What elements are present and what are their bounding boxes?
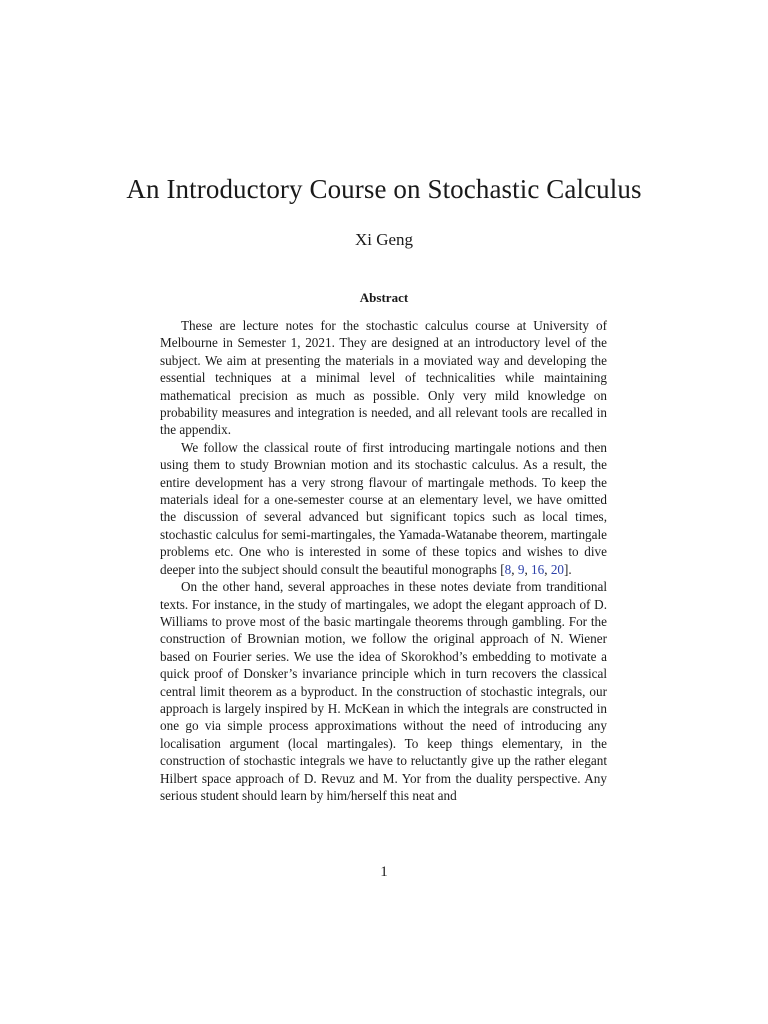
citation-close-bracket: ] bbox=[564, 561, 569, 577]
abstract-body bbox=[160, 317, 607, 804]
document-title: An Introductory Course on Stochastic Calculus bbox=[126, 174, 642, 204]
abstract-heading: Abstract bbox=[359, 290, 409, 305]
citation-open-bracket: [ bbox=[500, 561, 505, 577]
page-number: 1 bbox=[380, 864, 388, 880]
abstract-paragraph-3: On the other hand, several approaches in these notes deviate from tranditional texts. For instance, in the study of martingales, we adopt the elegant approach of D. Williams to prove most of the basic martingale theorems through gambling. For the construction of Brownian motion, we follow the original approach of N. Wiener based on Fourier series. We use the idea of Skorokhod’s embedding to motivate a quick proof of Donsker’s invariance principle which in turn recovers the classical central limit theorem as a byproduct. In the construction of stochastic integrals, our approach is largely inspired by H. McKean in which the integrals are constructed in one go via simple process approximations without the need of introducing any localisation argument (local martingales). To keep things elementary, in the construction of stochastic integrals we have to reluctantly give up the rather elegant Hilbert space approach of D. Revuz and M. Yor from the duality perspective. Any serious student should learn by him/herself this neat and bbox=[160, 579, 607, 803]
abstract-paragraph-1: These are lecture notes for the stochastic calculus course at University of Melbourne in Semester 1, 2021. They are designed at an introductory level of the subject. We aim at presenting the materials in a moviated way and developing the essential techniques at a minimal level of technicalities while maintaining mathematical precision as much as possible. Only very mild knowledge on probability measures and integration is needed, and all relevant tools are recalled in the appendix. bbox=[160, 318, 607, 438]
citation-separator: , bbox=[544, 561, 551, 577]
abstract-paragraph-2 bbox=[160, 439, 607, 578]
citation-separator: , bbox=[524, 561, 532, 577]
citation-period: . bbox=[568, 561, 572, 577]
citation-link-16[interactable]: 16 bbox=[531, 561, 545, 577]
citation-link-8[interactable]: 8 bbox=[504, 561, 512, 577]
citation-link-9[interactable]: 9 bbox=[517, 561, 525, 577]
abstract-paragraph-2-text: We follow the classical route of first introducing martingale notions and then using them to study Brownian motion and its stochastic calculus. As a result, the entire development has a very strong flavour of martingale methods. To keep the materials ideal for a one-semester course at an elementary level, we have omitted the discussion of several advanced but significant topics such as local times, stochastic calculus for semi-martingales, the Yamada-Watanabe theorem, martingale problems etc. One who is interested in some of these topics and wishes to dive deeper into the subject should consult the beautiful monographs bbox=[160, 439, 607, 577]
citation-separator: , bbox=[511, 561, 518, 577]
author-name: Xi Geng bbox=[354, 230, 414, 249]
citation-link-20[interactable]: 20 bbox=[550, 561, 564, 577]
